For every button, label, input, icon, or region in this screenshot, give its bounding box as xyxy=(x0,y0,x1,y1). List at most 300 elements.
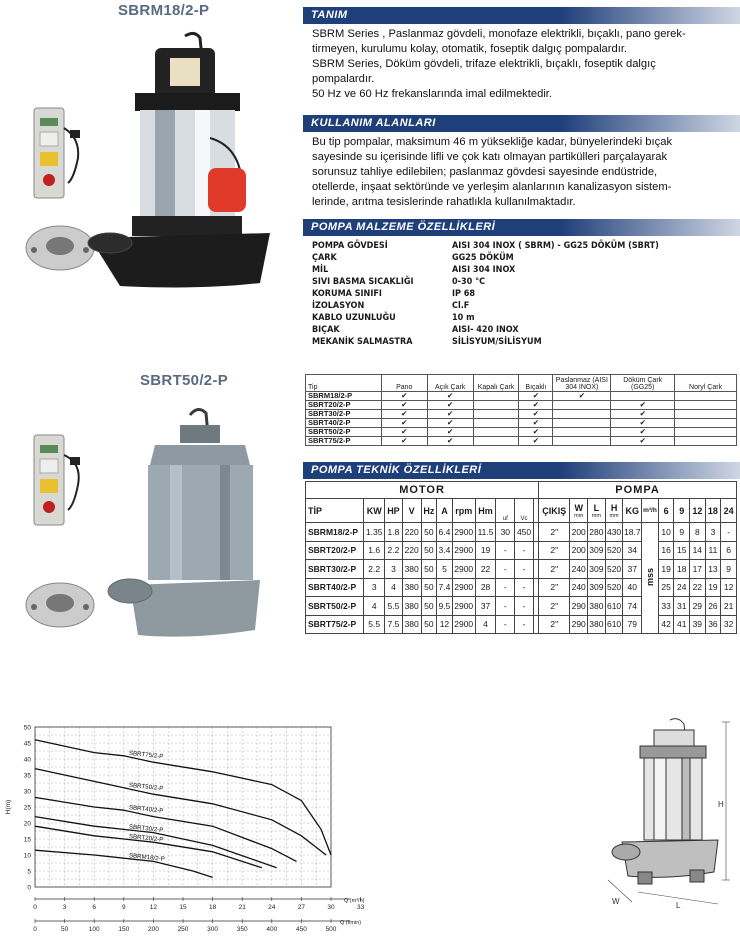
pompa-label: POMPA xyxy=(539,482,737,499)
teknik-cell-uf: - xyxy=(496,541,515,560)
y-tick-label: 10 xyxy=(23,852,31,860)
y-tick-label: 0 xyxy=(27,884,31,892)
teknik-cell-w: 200 xyxy=(570,523,588,542)
series-line xyxy=(35,797,297,861)
teknik-cell-h: 430 xyxy=(605,523,623,542)
teknik-cell-q: 36 xyxy=(705,615,721,634)
teknik-cell-q: 32 xyxy=(721,615,737,634)
teknik-cell-q: 8 xyxy=(690,523,706,542)
series-label: SBRT20/2-P xyxy=(128,833,164,844)
teknik-cell-uf: - xyxy=(496,578,515,597)
x2-tick-label: 400 xyxy=(266,926,278,933)
x-tick-label: 6 xyxy=(92,904,97,911)
x-tick-label: 18 xyxy=(208,904,217,911)
x-axis-label: Q (m³/h) xyxy=(344,898,365,904)
teknik-cell-vc: - xyxy=(515,578,534,597)
tanim-heading: TANIM xyxy=(303,7,740,24)
teknik-cell-cikis: 2" xyxy=(539,523,570,542)
teknik-cell-a: 12 xyxy=(437,615,453,634)
teknik-cell-kg: 74 xyxy=(623,597,642,616)
teknik-cell-a: 5 xyxy=(437,560,453,579)
features-header: Açık Çark xyxy=(427,375,473,392)
teknik-row xyxy=(306,578,737,597)
teknik-cell-q: 39 xyxy=(690,615,706,634)
teknik-cell-q: 9 xyxy=(721,560,737,579)
teknik-cell-uf: 30 xyxy=(496,523,515,542)
teknik-header: 9 xyxy=(674,499,690,523)
teknik-cell-tip: SBRT40/2-P xyxy=(306,578,364,597)
teknik-cell-vc: - xyxy=(515,541,534,560)
teknik-header: rpm xyxy=(452,499,475,523)
teknik-cell-cikis: 2" xyxy=(539,560,570,579)
teknik-cell-q: 42 xyxy=(658,615,674,634)
features-cell-empty xyxy=(675,410,737,419)
teknik-heading: POMPA TEKNİK ÖZELLİKLERİ xyxy=(303,462,740,479)
check-icon: ✔ xyxy=(519,392,553,401)
teknik-cell-h: 520 xyxy=(605,541,623,560)
malzeme-row xyxy=(312,313,732,325)
motor-label: MOTOR xyxy=(306,482,539,499)
sbrm-product-image xyxy=(20,28,300,308)
teknik-cell-q: 10 xyxy=(658,523,674,542)
teknik-cell-vc: - xyxy=(515,597,534,616)
features-header: Paslanmaz (AISI 304 INOX) xyxy=(553,375,611,392)
teknik-header: m³/h xyxy=(642,499,659,523)
teknik-cell-l: 309 xyxy=(588,560,606,579)
teknik-cell-hp: 5.5 xyxy=(385,597,403,616)
series-label: SBRM18/2-P xyxy=(128,852,166,863)
features-cell-empty xyxy=(675,401,737,410)
teknik-header: 6 xyxy=(658,499,674,523)
teknik-cell-a: 3.4 xyxy=(437,541,453,560)
teknik-cell-h: 520 xyxy=(605,560,623,579)
flange-icon xyxy=(26,226,94,270)
teknik-cell-tip: SBRT30/2-P xyxy=(306,560,364,579)
teknik-cell-rpm: 2900 xyxy=(452,541,475,560)
sbrm-title: SBRM18/2-P xyxy=(118,2,210,19)
teknik-header: A xyxy=(437,499,453,523)
teknik-cell-q: 26 xyxy=(705,597,721,616)
malzeme-key: İZOLASYON xyxy=(312,301,365,311)
malzeme-heading: POMPA MALZEME ÖZELLİKLERİ xyxy=(303,219,740,236)
malzeme-row xyxy=(312,337,732,349)
malzeme-value: Cl.F xyxy=(452,301,470,311)
teknik-cell-l: 380 xyxy=(588,597,606,616)
x-tick-label: 21 xyxy=(238,904,246,911)
x2-tick-label: 350 xyxy=(236,926,248,933)
malzeme-key: KORUMA SINIFI xyxy=(312,289,382,299)
teknik-cell-q: 22 xyxy=(690,578,706,597)
check-icon: ✔ xyxy=(381,401,427,410)
dimension-drawing xyxy=(598,712,736,912)
dim-l-label: L xyxy=(676,901,681,910)
teknik-cell-kw: 2.2 xyxy=(364,560,385,579)
teknik-cell-v: 380 xyxy=(402,597,421,616)
check-icon: ✔ xyxy=(427,419,473,428)
y-tick-label: 25 xyxy=(23,804,31,812)
teknik-cell-kg: 18.7 xyxy=(623,523,642,542)
teknik-cell-hz: 50 xyxy=(421,560,437,579)
x-tick-label: 24 xyxy=(268,904,276,911)
y-tick-label: 15 xyxy=(23,836,31,844)
teknik-cell-rpm: 2900 xyxy=(452,523,475,542)
features-row xyxy=(306,392,737,401)
teknik-cell-q: 17 xyxy=(690,560,706,579)
kullanim-line: sayesinde su içerisinde lifli ve çok katı olmayan partikülleri parçalayarak xyxy=(312,151,668,163)
teknik-cell-q: 14 xyxy=(690,541,706,560)
malzeme-row xyxy=(312,253,732,265)
x-tick-label: 9 xyxy=(121,904,126,911)
features-cell-empty xyxy=(473,428,519,437)
check-icon: ✔ xyxy=(553,392,611,401)
control-box-icon xyxy=(34,435,80,525)
y-tick-label: 45 xyxy=(23,740,31,748)
malzeme-row xyxy=(312,325,732,337)
teknik-cell-q: 13 xyxy=(705,560,721,579)
malzeme-key: KABLO UZUNLUĞU xyxy=(312,313,396,323)
y-axis-label: H(m) xyxy=(5,799,12,815)
mss-label: mss xyxy=(644,567,655,586)
x2-tick-label: 300 xyxy=(207,926,219,933)
teknik-cell-hm: 22 xyxy=(475,560,496,579)
features-cell-empty xyxy=(553,428,611,437)
series-label: SBRT40/2-P xyxy=(128,804,164,815)
teknik-header: ÇIKIŞ xyxy=(539,499,570,523)
malzeme-row xyxy=(312,241,732,253)
y-tick-label: 50 xyxy=(23,724,31,732)
malzeme-row xyxy=(312,277,732,289)
features-cell-empty xyxy=(473,437,519,446)
teknik-cell-uf: - xyxy=(496,597,515,616)
teknik-cell-hz: 50 xyxy=(421,523,437,542)
check-icon: ✔ xyxy=(427,392,473,401)
teknik-cell-w: 240 xyxy=(570,578,588,597)
features-header: Döküm Çark (GG25) xyxy=(611,375,675,392)
mss-label-cell xyxy=(642,523,659,634)
teknik-cell-q: 12 xyxy=(721,578,737,597)
features-body xyxy=(306,392,737,446)
x-tick-label: 30 xyxy=(327,904,335,911)
check-icon: ✔ xyxy=(519,437,553,446)
teknik-header: Hz xyxy=(421,499,437,523)
teknik-cell-q: 25 xyxy=(658,578,674,597)
teknik-cell-v: 380 xyxy=(402,578,421,597)
teknik-header: H xyxy=(610,502,618,513)
kullanim-text xyxy=(312,135,737,210)
features-row xyxy=(306,410,737,419)
teknik-row xyxy=(306,560,737,579)
x2-tick-label: 150 xyxy=(118,926,130,933)
teknik-cell-q: 15 xyxy=(674,541,690,560)
x2-tick-label: 50 xyxy=(60,926,69,933)
malzeme-value: GG25 DÖKÜM xyxy=(452,253,514,263)
x2-tick-label: 100 xyxy=(88,926,100,933)
teknik-cell-w: 290 xyxy=(570,615,588,634)
x-tick-label: 27 xyxy=(297,904,306,911)
teknik-header: TİP xyxy=(306,499,364,523)
pump-body-icon xyxy=(108,409,260,636)
features-cell-empty xyxy=(473,410,519,419)
teknik-cell-q: 33 xyxy=(658,597,674,616)
teknik-cell-q: 41 xyxy=(674,615,690,634)
teknik-cell-kg: 40 xyxy=(623,578,642,597)
teknik-header: HP xyxy=(385,499,403,523)
check-icon: ✔ xyxy=(611,437,675,446)
teknik-cell-hm: 19 xyxy=(475,541,496,560)
x-tick-label: 12 xyxy=(149,904,158,911)
malzeme-key: SIVI BASMA SICAKLIĞI xyxy=(312,277,414,287)
teknik-cell-kw: 1.35 xyxy=(364,523,385,542)
malzeme-key: BIÇAK xyxy=(312,325,340,335)
teknik-cell-vc: - xyxy=(515,560,534,579)
check-icon: ✔ xyxy=(519,401,553,410)
teknik-cell-hz: 50 xyxy=(421,597,437,616)
teknik-cell-v: 220 xyxy=(402,523,421,542)
unit-mm: mm xyxy=(609,512,619,519)
features-tip: SBRT75/2-P xyxy=(306,437,382,446)
teknik-cell-q: 19 xyxy=(705,578,721,597)
teknik-cell-hm: 11.5 xyxy=(475,523,496,542)
malzeme-row xyxy=(312,289,732,301)
x-tick-label: 3 xyxy=(62,904,67,911)
features-cell-empty xyxy=(675,428,737,437)
teknik-header-row xyxy=(306,499,737,523)
malzeme-value: SİLİSYUM/SİLİSYUM xyxy=(452,337,542,347)
series-label: SBRT30/2-P xyxy=(128,823,164,835)
teknik-cell-q: - xyxy=(721,523,737,542)
teknik-cell-rpm: 2900 xyxy=(452,597,475,616)
pump-body-icon xyxy=(88,33,270,287)
features-row xyxy=(306,401,737,410)
teknik-cell-kw: 5.5 xyxy=(364,615,385,634)
teknik-row xyxy=(306,541,737,560)
teknik-cell-hz: 50 xyxy=(421,578,437,597)
features-cell-empty xyxy=(553,401,611,410)
features-cell-empty xyxy=(473,392,519,401)
teknik-header: Hm xyxy=(475,499,496,523)
teknik-cell-l: 380 xyxy=(588,615,606,634)
teknik-header-w xyxy=(570,499,588,523)
check-icon: ✔ xyxy=(519,428,553,437)
x2-tick-label: 200 xyxy=(147,926,159,933)
unit-mm: mm xyxy=(574,512,584,519)
unit-mm: mm xyxy=(591,512,601,519)
kullanim-line: otellerde, inşaat sektöründe ve yerleşim alanlarının kanalizasyon sistem- xyxy=(312,181,672,193)
teknik-cell-hp: 4 xyxy=(385,578,403,597)
teknik-cell-a: 6.4 xyxy=(437,523,453,542)
check-icon: ✔ xyxy=(381,428,427,437)
teknik-cell-kg: 34 xyxy=(623,541,642,560)
flange-icon xyxy=(26,583,94,627)
teknik-cell-tip: SBRM18/2-P xyxy=(306,523,364,542)
tanim-line: tirmeyen, kurulumu kolay, otomatik, foseptik dalgıç pompalardır. xyxy=(312,43,628,55)
teknik-cell-q: 29 xyxy=(690,597,706,616)
teknik-cell-tip: SBRT20/2-P xyxy=(306,541,364,560)
teknik-cell-w: 290 xyxy=(570,597,588,616)
series-label: SBRT75/2-P xyxy=(128,749,164,761)
teknik-header: 12 xyxy=(690,499,706,523)
features-tip: SBRT20/2-P xyxy=(306,401,382,410)
features-row xyxy=(306,437,737,446)
teknik-cell-uf: - xyxy=(496,615,515,634)
control-box-icon xyxy=(34,108,80,198)
x-tick-label: 0 xyxy=(33,904,37,911)
features-cell-empty xyxy=(675,437,737,446)
features-cell-empty xyxy=(553,437,611,446)
series-label: SBRT50/2-P xyxy=(128,781,164,793)
features-tip: SBRM18/2-P xyxy=(306,392,382,401)
features-cell-empty xyxy=(553,419,611,428)
teknik-cell-q: 19 xyxy=(658,560,674,579)
teknik-cell-l: 280 xyxy=(588,523,606,542)
features-header: Noryl Çark xyxy=(675,375,737,392)
teknik-cell-cikis: 2" xyxy=(539,578,570,597)
teknik-cell-v: 220 xyxy=(402,541,421,560)
teknik-group-row xyxy=(306,482,737,499)
pump-outline-icon xyxy=(612,719,718,884)
teknik-cell-q: 6 xyxy=(721,541,737,560)
teknik-cell-l: 309 xyxy=(588,541,606,560)
teknik-cell-q: 18 xyxy=(674,560,690,579)
teknik-cell-q: 16 xyxy=(658,541,674,560)
y-tick-label: 20 xyxy=(23,820,31,828)
y-tick-label: 40 xyxy=(23,756,31,764)
teknik-cell-kw: 3 xyxy=(364,578,385,597)
dim-h-label: H xyxy=(718,800,724,809)
x2-axis-label: Q (l/min) xyxy=(340,920,362,926)
teknik-cell-q: 9 xyxy=(674,523,690,542)
teknik-cell-cikis: 2" xyxy=(539,541,570,560)
teknik-cell-w: 240 xyxy=(570,560,588,579)
teknik-cell-hp: 2.2 xyxy=(385,541,403,560)
teknik-header: uf xyxy=(496,499,515,523)
y-tick-label: 30 xyxy=(23,788,31,796)
teknik-cell-q: 21 xyxy=(721,597,737,616)
kullanim-heading: KULLANIM ALANLARI xyxy=(303,115,740,132)
features-cell-empty xyxy=(473,401,519,410)
dim-w-label: W xyxy=(612,897,620,906)
kullanim-line: lerinde, arıtma tesislerinde rahatlıkla kullanılmaktadır. xyxy=(312,196,576,208)
malzeme-value: AISI- 420 INOX xyxy=(452,325,519,335)
malzeme-key: POMPA GÖVDESİ xyxy=(312,241,388,251)
teknik-cell-kg: 37 xyxy=(623,560,642,579)
teknik-cell-q: 24 xyxy=(674,578,690,597)
y-tick-label: 35 xyxy=(23,772,31,780)
teknik-row xyxy=(306,597,737,616)
x2-tick-label: 500 xyxy=(325,926,337,933)
x2-tick-label: 0 xyxy=(33,926,37,933)
teknik-cell-w: 200 xyxy=(570,541,588,560)
check-icon: ✔ xyxy=(381,419,427,428)
features-tip: SBRT30/2-P xyxy=(306,410,382,419)
teknik-cell-v: 380 xyxy=(402,615,421,634)
teknik-header: 24 xyxy=(721,499,737,523)
teknik-header: 18 xyxy=(705,499,721,523)
teknik-cell-rpm: 2900 xyxy=(452,560,475,579)
series-line xyxy=(35,740,331,855)
sbrt-title: SBRT50/2-P xyxy=(140,372,229,389)
features-tip: SBRT50/2-P xyxy=(306,428,382,437)
teknik-cell-kw: 1.6 xyxy=(364,541,385,560)
teknik-cell-hm: 4 xyxy=(475,615,496,634)
kullanim-line: Bu tip pompalar, maksimum 46 m yüksekliğe kadar, bünyelerindeki bıçak xyxy=(312,136,673,148)
teknik-table xyxy=(305,481,737,634)
x2-tick-label: 450 xyxy=(295,926,307,933)
sbrt-product-image xyxy=(20,395,300,655)
check-icon: ✔ xyxy=(427,401,473,410)
check-icon: ✔ xyxy=(611,401,675,410)
teknik-cell-hm: 37 xyxy=(475,597,496,616)
features-header: Kapalı Çark xyxy=(473,375,519,392)
teknik-cell-h: 610 xyxy=(605,615,623,634)
features-table xyxy=(305,374,737,446)
check-icon: ✔ xyxy=(427,410,473,419)
teknik-cell-q: 31 xyxy=(674,597,690,616)
malzeme-row xyxy=(312,265,732,277)
teknik-cell-l: 309 xyxy=(588,578,606,597)
features-header: Tip xyxy=(306,375,382,392)
malzeme-value: AISI 304 INOX xyxy=(452,265,516,275)
teknik-header: V xyxy=(402,499,421,523)
teknik-cell-h: 610 xyxy=(605,597,623,616)
check-icon: ✔ xyxy=(611,419,675,428)
check-icon: ✔ xyxy=(381,410,427,419)
teknik-cell-vc: - xyxy=(515,615,534,634)
check-icon: ✔ xyxy=(519,419,553,428)
performance-chart xyxy=(0,710,390,939)
teknik-cell-uf: - xyxy=(496,560,515,579)
teknik-cell-vc: 450 xyxy=(515,523,534,542)
features-tip: SBRT40/2-P xyxy=(306,419,382,428)
x-tick-label: 33 xyxy=(356,904,365,911)
teknik-body xyxy=(306,523,737,634)
teknik-header: KW xyxy=(364,499,385,523)
teknik-row xyxy=(306,523,737,542)
check-icon: ✔ xyxy=(427,437,473,446)
features-cell-empty xyxy=(473,419,519,428)
features-row xyxy=(306,428,737,437)
features-cell-empty xyxy=(675,392,737,401)
tanim-text xyxy=(312,27,737,102)
teknik-header: Vc xyxy=(515,499,534,523)
teknik-cell-a: 9.5 xyxy=(437,597,453,616)
teknik-header: KG xyxy=(623,499,642,523)
kullanim-line: sorunsuz tahliye edilebilen; paslanmaz gövdesi sayesinde endüstride, xyxy=(312,166,658,178)
teknik-cell-h: 520 xyxy=(605,578,623,597)
malzeme-row xyxy=(312,301,732,313)
teknik-cell-rpm: 2900 xyxy=(452,578,475,597)
teknik-cell-hz: 50 xyxy=(421,541,437,560)
tanim-line: 50 Hz ve 60 Hz frekanslarında imal edilmektedir. xyxy=(312,88,553,100)
teknik-cell-kw: 4 xyxy=(364,597,385,616)
tanim-line: pompalardır. xyxy=(312,73,375,85)
malzeme-value: IP 68 xyxy=(452,289,476,299)
malzeme-value: 10 m xyxy=(452,313,475,323)
check-icon: ✔ xyxy=(519,410,553,419)
malzeme-key: MİL xyxy=(312,265,329,275)
tanim-line: SBRM Series, Döküm gövdeli, trifaze elektrikli, bıçaklı, foseptik dalgıç xyxy=(312,58,656,70)
teknik-cell-hp: 7.5 xyxy=(385,615,403,634)
teknik-header: L xyxy=(593,502,600,513)
teknik-cell-hz: 50 xyxy=(421,615,437,634)
check-icon: ✔ xyxy=(381,437,427,446)
teknik-cell-hp: 1.8 xyxy=(385,523,403,542)
teknik-header-h xyxy=(605,499,623,523)
teknik-cell-a: 7.4 xyxy=(437,578,453,597)
teknik-cell-cikis: 2" xyxy=(539,615,570,634)
features-header: Bıçaklı xyxy=(519,375,553,392)
malzeme-value: AISI 304 INOX ( SBRM) - GG25 DÖKÜM (SBRT) xyxy=(452,241,659,251)
